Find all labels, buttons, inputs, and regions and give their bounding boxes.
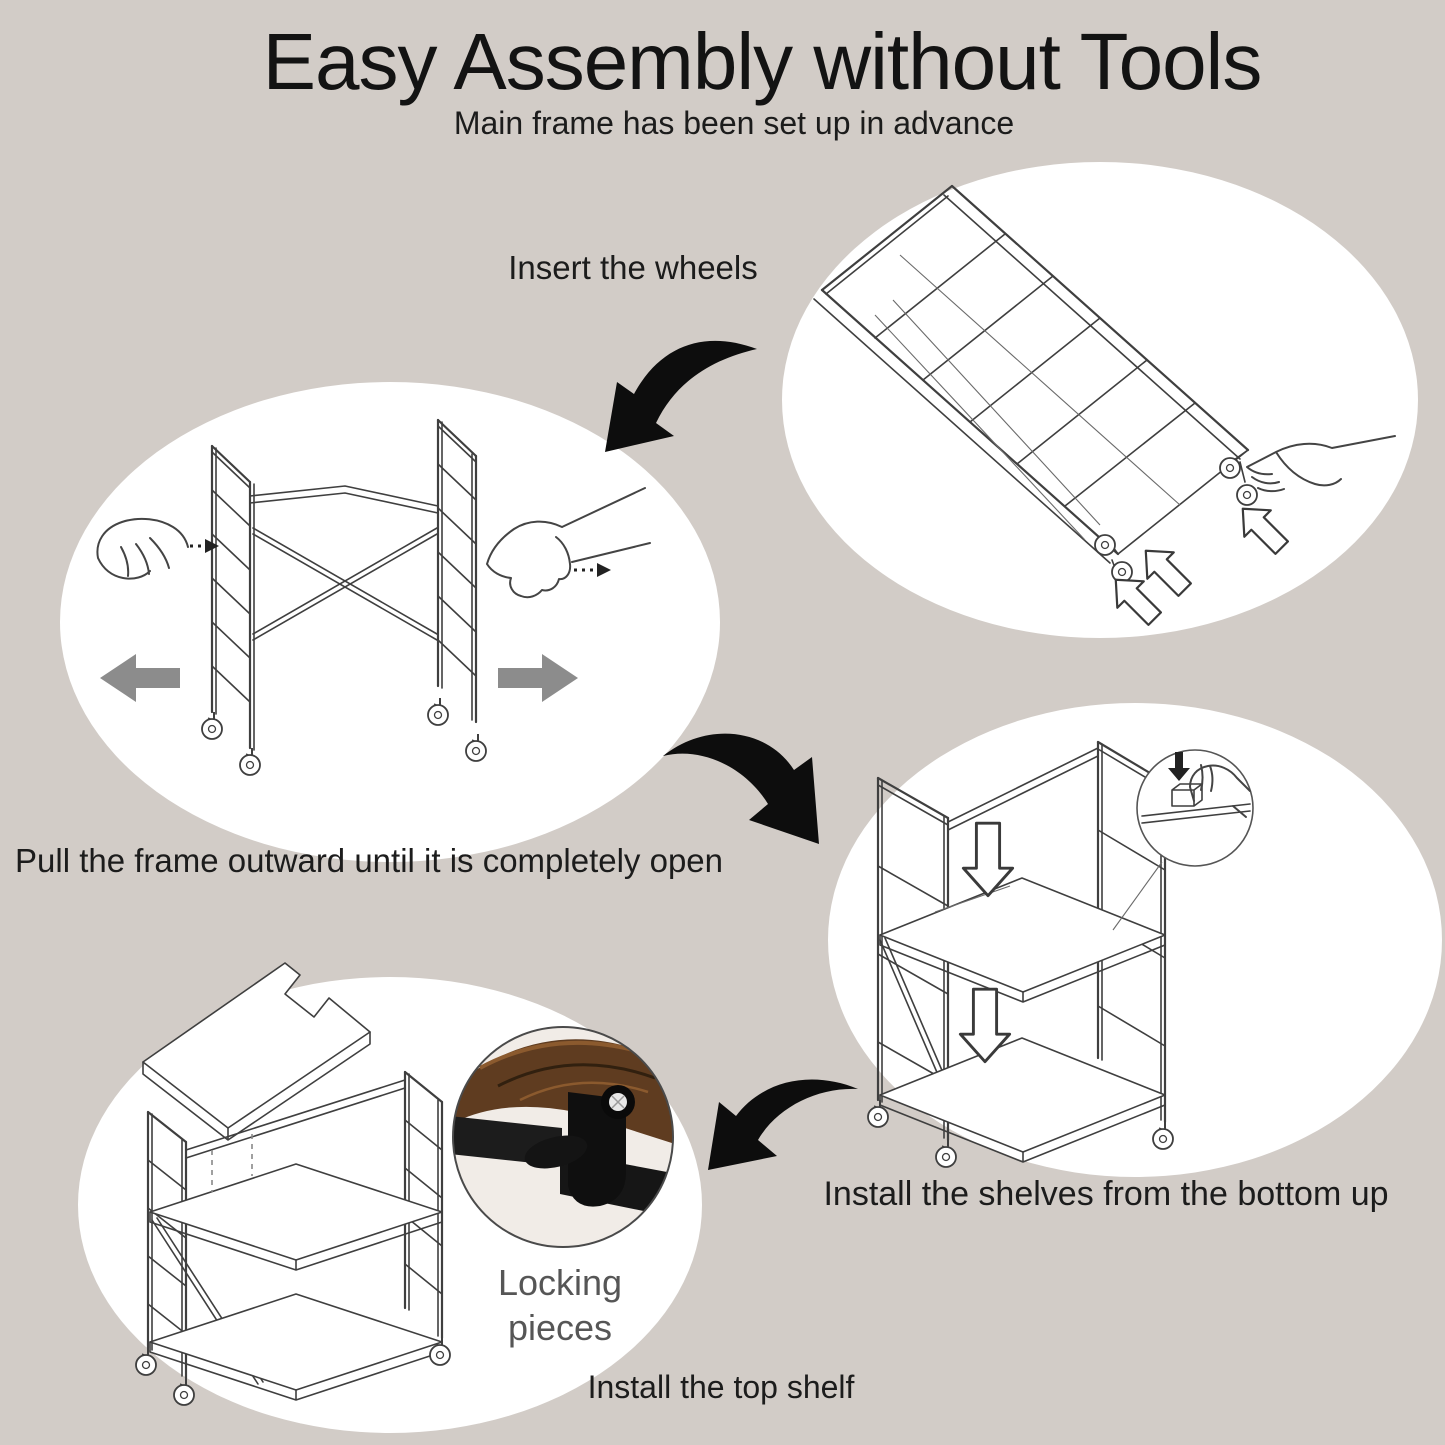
locking-pieces-label: Locking pieces (497, 1262, 623, 1348)
caster-wheel-icon (936, 1140, 956, 1167)
flow-arrow-step2-icon (663, 734, 819, 844)
flow-arrow-step1-icon (605, 341, 757, 452)
step2-ellipse (60, 382, 720, 862)
step1-ellipse (782, 162, 1418, 638)
caster-wheel-icon (174, 1378, 194, 1405)
step3-label: Install the shelves from the bottom up (823, 1175, 1389, 1213)
step1-label: Insert the wheels (508, 249, 758, 286)
step2-label: Pull the frame outward until it is completely open (15, 842, 724, 879)
page-subtitle: Main frame has been set up in advance (453, 105, 1015, 141)
flow-arrow-step3-icon (708, 1080, 858, 1170)
caster-wheel-icon (868, 1100, 888, 1127)
step4-label: Install the top shelf (587, 1369, 855, 1405)
page-title: Easy Assembly without Tools (262, 17, 1262, 106)
